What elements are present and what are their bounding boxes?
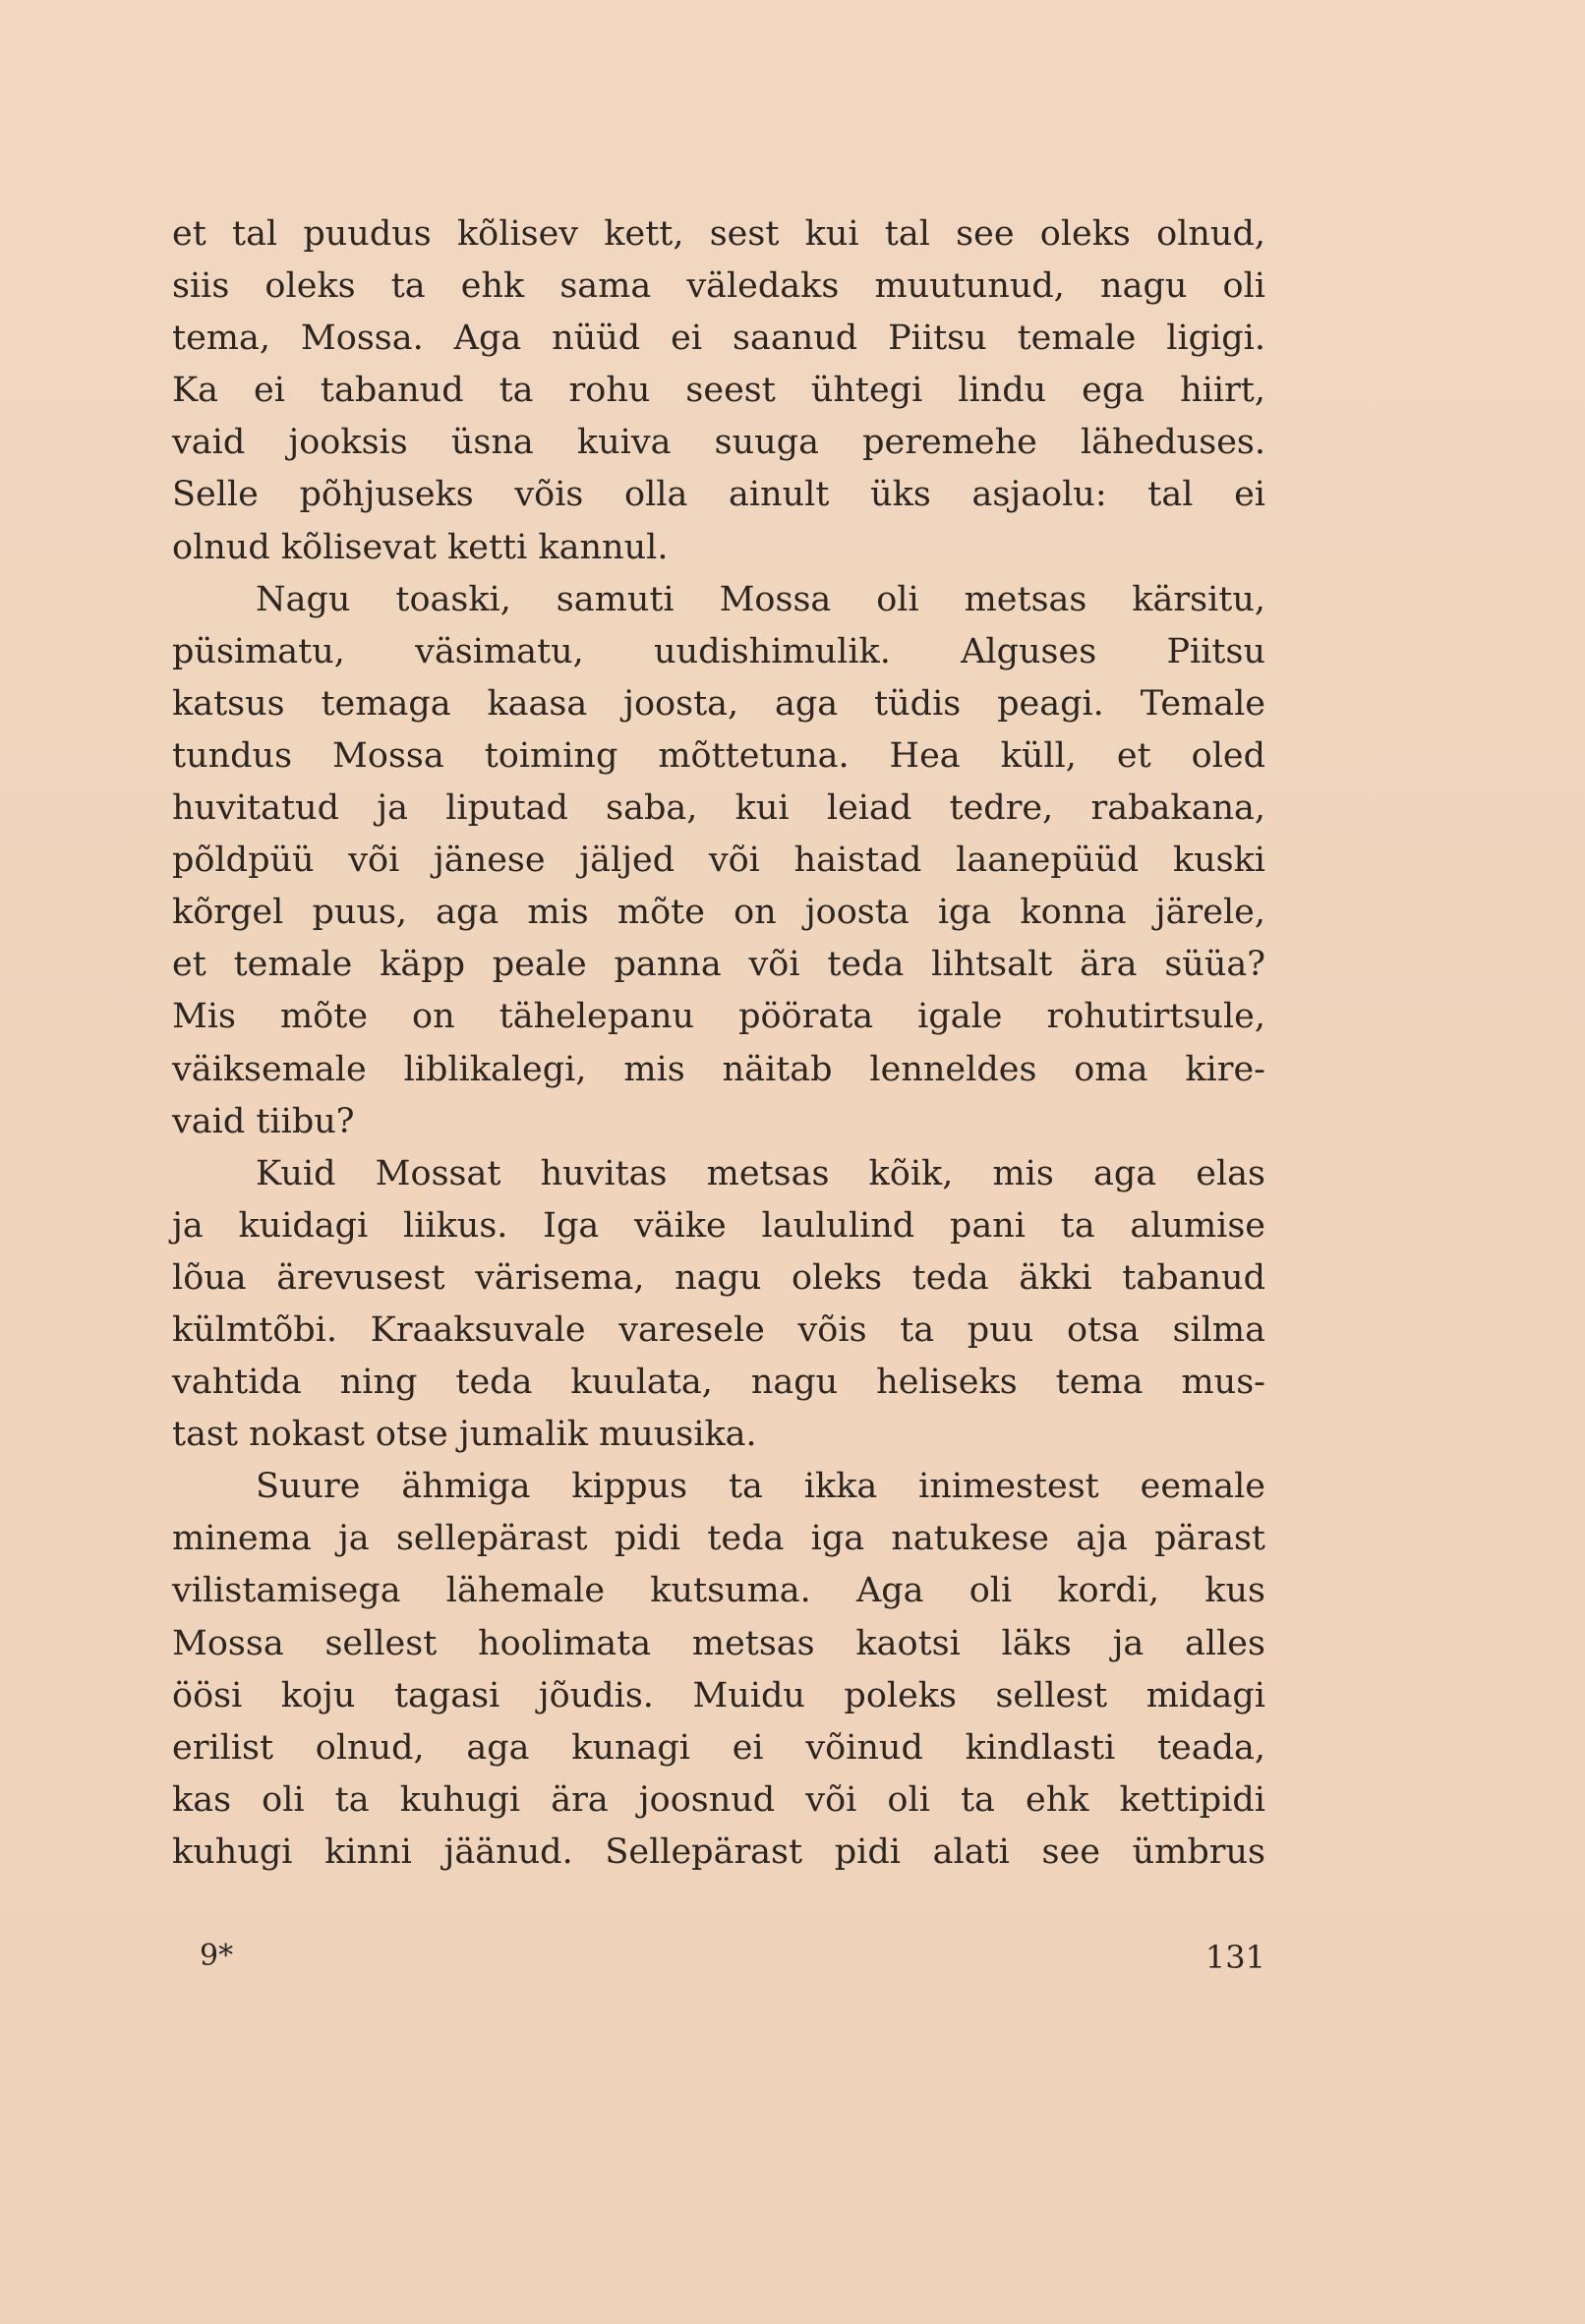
text-line: et temale käpp peale panna või teda lihtsalt ära süüa? [172, 945, 1265, 985]
text-line: Kuid Mossat huvitas metsas kõik, mis aga elas [256, 1153, 1265, 1193]
text-line: et tal puudus kõlisev kett, sest kui tal see oleks olnud, [172, 214, 1265, 254]
text-line: püsimatu, väsimatu, uudishimulik. Alguses Piitsu [172, 631, 1265, 671]
text-line: kas oli ta kuhugi ära joosnud või oli ta ehk kettipidi [172, 1779, 1265, 1820]
text-line: katsus temaga kaasa joosta, aga tüdis peagi. Temale [172, 683, 1265, 724]
text-line: siis oleks ta ehk sama väledaks muutunud, nagu oli [172, 266, 1265, 307]
text-line: olnud kõlisevat ketti kannul. [172, 527, 669, 567]
text-line: Selle põhjuseks võis olla ainult üks asjaolu: tal ei [172, 475, 1265, 515]
body-text [172, 208, 1265, 1879]
text-line: vahtida ning teda kuulata, nagu heliseks tema mus- [172, 1363, 1265, 1403]
text-line: lõua ärevusest värisema, nagu oleks teda äkki tabanud [172, 1257, 1265, 1298]
text-line: tundus Mossa toiming mõttetuna. Hea küll, et oled [172, 735, 1265, 776]
text-line: tema, Mossa. Aga nüüd ei saanud Piitsu temale ligigi. [172, 319, 1265, 359]
text-line: Nagu toaski, samuti Mossa oli metsas kärsitu, [256, 579, 1265, 619]
text-line: Mossa sellest hoolimata metsas kaotsi läks ja alles [172, 1623, 1265, 1663]
text-line: minema ja sellepärast pidi teda iga natukese aja pärast [172, 1519, 1265, 1559]
text-line: Mis mõte on tähelepanu pöörata igale rohutirtsule, [172, 997, 1265, 1037]
text-line: huvitatud ja liputad saba, kui leiad tedre, rabakana, [172, 788, 1265, 829]
text-line: vilistamisega lähemale kutsuma. Aga oli kordi, kus [172, 1571, 1265, 1611]
text-line: väiksemale liblikalegi, mis näitab lenneldes oma kire- [172, 1049, 1265, 1089]
text-line: külmtõbi. Kraaksuvale varesele võis ta puu otsa silma [172, 1309, 1265, 1350]
text-line: erilist olnud, aga kunagi ei võinud kindlasti teada, [172, 1727, 1265, 1768]
text-line: põldpüü või jänese jäljed või haistad laanepüüd kuski [172, 841, 1265, 881]
text-line: ja kuidagi liikus. Iga väike laululind pani ta alumise [172, 1205, 1265, 1246]
text-line: Ka ei tabanud ta rohu seest ühtegi lindu ega hiirt, [172, 371, 1265, 411]
text-line: kuhugi kinni jäänud. Sellepärast pidi alati see ümbrus [172, 1831, 1265, 1872]
text-line: Suure ähmiga kippus ta ikka inimestest eemale [256, 1467, 1265, 1507]
text-line: kõrgel puus, aga mis mõte on joosta iga konna järele, [172, 893, 1265, 933]
page-footer [172, 1939, 1265, 1988]
signature-mark: 9* [200, 1939, 234, 1973]
text-line: vaid jooksis üsna kuiva suuga peremehe läheduses. [172, 423, 1265, 463]
text-line: öösi koju tagasi jõudis. Muidu poleks sellest midagi [172, 1675, 1265, 1715]
text-line: vaid tiibu? [172, 1101, 355, 1141]
text-line: tast nokast otse jumalik muusika. [172, 1415, 757, 1455]
page-number: 131 [1204, 1939, 1265, 1976]
